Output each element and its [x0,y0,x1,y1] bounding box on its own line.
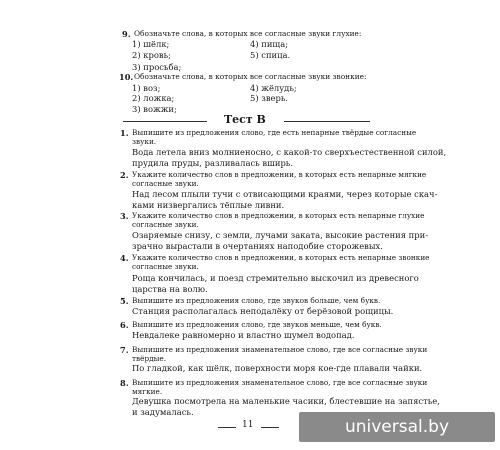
task-3-sentence-line: зрачно вырастали в очертаниях наподобие сторожевых. [132,241,383,251]
question-10-text: Обозначьте слова, в которых все согласные звуки звонкие: [134,72,367,81]
task-7-sentence [132,363,422,374]
task-5-sentence [132,306,393,317]
q10-option-2: 2) ложка; [132,93,175,103]
q9-option-5: 5) спица. [250,50,291,60]
footer-rule-right [261,427,279,428]
watermark-badge [299,412,495,442]
task-3-instruction-line: согласные звуки. [132,220,199,229]
task-6-instruction [132,320,382,329]
q9-option-3: 3) просьба; [132,62,182,72]
task-4-sentence-line: царства на волю. [132,284,208,294]
task-6-sentence [132,330,354,341]
task-1-instruction-line: звуки. [132,137,157,146]
task-2-sentence-line: Над лесом плыли тучи с отвисающими краями, через которые скач- [132,189,438,199]
task-4-number: 4. [120,253,129,263]
task-1-sentence [132,147,446,169]
task-4-instruction-line: Укажите количество слов в предложении, в которых есть непарные звонкие [132,253,430,262]
task-2-instruction-line: Укажите количество слов в предложении, в которых есть непарные мягкие [132,170,427,179]
task-4-instruction [132,253,430,271]
task-1-instruction [132,128,416,146]
task-2-sentence-line: ками низвергались тёплые ливни. [132,200,285,210]
task-7-instruction [132,345,427,363]
question-9-text: Обозначьте слова, в которых все согласные звуки глухие: [134,29,362,38]
page-number: 11 [242,420,254,430]
q10-option-5: 5) зверь. [250,93,289,103]
task-7-sentence-line: По гладкой, как шёлк, поверхности моря кое-где плавали чайки. [132,363,423,373]
heading-rule-right [284,121,370,122]
q10-option-4: 4) жёлудь; [250,83,297,93]
task-1-number: 1. [120,128,129,138]
task-6-number: 6. [120,320,129,330]
task-8-instruction-line: мягкие. [132,387,163,396]
task-1-sentence-line: Вода летела вниз молниеносно, с какой-то сверхъестественной силой, [132,147,447,157]
q10-option-3: 3) вожжи; [132,104,177,114]
task-2-sentence [132,189,437,211]
task-6-sentence-line: Невдалеке равномерно и властно шумел водопад. [132,330,355,340]
q9-option-1: 1) шёлк; [132,39,170,49]
task-8-instruction [132,378,427,396]
question-10-number: 10. [119,72,134,82]
task-4-sentence-line: Роща кончилась, и поезд стремительно выскочил из древесного [132,273,419,283]
question-9-number: 9. [122,29,131,39]
task-5-instruction [132,296,380,305]
task-7-number: 7. [120,345,129,355]
task-3-sentence-line: Озаряемые снизу, с земли, лучами заката, высокие растения при- [132,230,429,240]
task-8-sentence-line: Девушка посмотрела на маленькие часики, блестевшие на запястье, [132,396,440,406]
task-8-sentence-line: и задумалась. [132,407,194,417]
q9-option-2: 2) кровь; [132,50,171,60]
test-title: Тест В [224,113,266,126]
task-6-instruction-line: Выпишите из предложения слово, где звуков меньше, чем букв. [132,320,382,329]
task-5-number: 5. [120,296,129,306]
task-8-instruction-line: Выпишите из предложения знаменательное слово, где все согласные звуки [132,378,428,387]
task-2-instruction-line: согласные звуки. [132,179,199,188]
task-4-instruction-line: согласные звуки. [132,262,199,271]
task-3-sentence [132,230,428,252]
task-3-instruction [132,211,424,229]
task-2-instruction [132,170,426,188]
task-3-instruction-line: Укажите количество слов в предложении, в которых есть непарные глухие [132,211,425,220]
task-4-sentence [132,273,419,295]
task-2-number: 2. [120,170,129,180]
task-8-number: 8. [120,378,129,388]
task-3-number: 3. [120,211,129,221]
heading-rule-left [123,121,207,122]
task-7-instruction-line: твёрдые. [132,354,167,363]
task-5-sentence-line: Станция располагалась неподалёку от берёзовой рощицы. [132,306,394,316]
watermark-text: universal.by [344,417,450,437]
q10-option-1: 1) воз; [132,83,161,93]
task-5-instruction-line: Выпишите из предложения слово, где звуков больше, чем букв. [132,296,381,305]
task-1-sentence-line: прудила пруды, разливалась вширь. [132,158,294,168]
footer-rule-left [218,427,236,428]
task-7-instruction-line: Выпишите из предложения знаменательное слово, где все согласные звуки [132,345,428,354]
task-1-instruction-line: Выпишите из предложения слово, где есть непарные твёрдые согласные [132,128,417,137]
q9-option-4: 4) пища; [250,39,289,49]
